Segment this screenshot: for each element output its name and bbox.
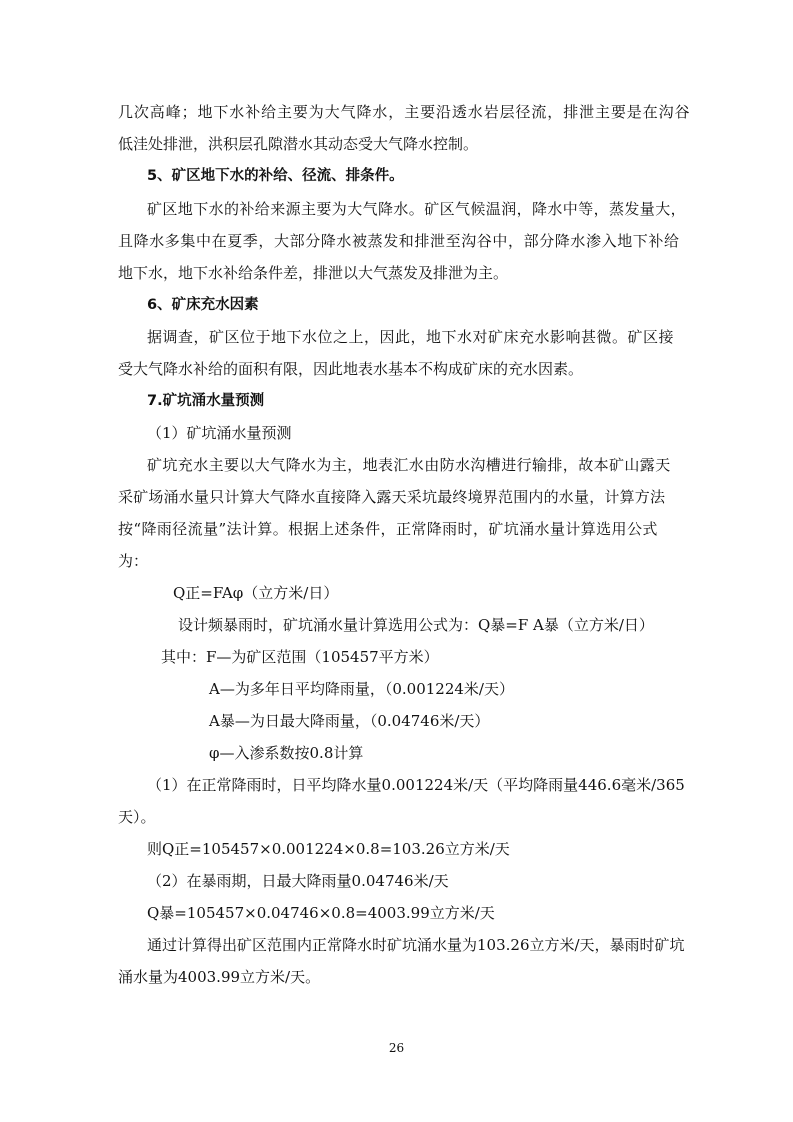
subsection-heading: （1）矿坑涌水量预测	[147, 424, 292, 442]
body-text-line: 据调查，矿区位于地下水位之上，因此，地下水对矿床充水影响甚微。矿区接	[147, 328, 675, 346]
definition-line: A—为多年日平均降雨量，（0.001224米/天）	[209, 680, 514, 698]
formula-line: Q正=FAφ（立方米/日）	[173, 584, 339, 602]
body-text-line: （1）在正常降雨时，日平均降水量0.001224米/天（平均降雨量446.6毫米/365	[147, 776, 685, 794]
body-text-line: 矿坑充水主要以大气降水为主，地表汇水由防水沟槽进行输排，故本矿山露天	[147, 456, 671, 474]
body-text-line: 按“降雨径流量”法计算。根据上述条件，正常降雨时，矿坑涌水量计算选用公式	[118, 520, 658, 538]
body-text-line: 采矿场涌水量只计算大气降水直接降入露天采坑最终境界范围内的水量，计算方法	[118, 488, 666, 506]
body-text-line: 涌水量为4003.99立方米/天。	[118, 968, 321, 986]
definition-line: 其中：F—为矿区范围（105457平方米）	[161, 648, 439, 666]
body-text-line: 矿区地下水的补给来源主要为大气降水。矿区气候温润，降水中等，蒸发量大，	[147, 200, 687, 218]
section-heading: 7.矿坑涌水量预测	[147, 393, 265, 409]
definition-line: φ—入渗系数按0.8计算	[209, 744, 364, 762]
section-heading: 5、矿区地下水的补给、径流、排条件。	[147, 168, 404, 184]
body-text-line: 为：	[118, 552, 149, 570]
calculation-line: Q暴=105457×0.04746×0.8=4003.99立方米/天	[147, 904, 495, 922]
section-heading: 6、矿床充水因素	[147, 297, 259, 313]
body-text-line: 天）。	[118, 808, 156, 826]
page-number: 26	[388, 1041, 405, 1055]
body-text-line: 受大气降水补给的面积有限，因此地表水基本不构成矿床的充水因素。	[118, 360, 584, 378]
definition-line: A暴—为日最大降雨量，（0.04746米/天）	[209, 712, 490, 730]
body-text-line: 通过计算得出矿区范围内正常降水时矿坑涌水量为103.26立方米/天，暴雨时矿坑	[147, 936, 685, 954]
calculation-line: 则Q正=105457×0.001224×0.8=103.26立方米/天	[147, 840, 510, 858]
calculation-line: （2）在暴雨期，日最大降雨量0.04746米/天	[147, 872, 449, 890]
body-text-line: 几次高峰；地下水补给主要为大气降水，主要沿透水岩层径流，排泄主要是在沟谷	[118, 103, 691, 121]
formula-line: 设计频暴雨时，矿坑涌水量计算选用公式为：Q暴=F A暴（立方米/日）	[178, 616, 654, 634]
body-text-line: 地下水，地下水补给条件差，排泄以大气蒸发及排泄为主。	[118, 264, 509, 282]
body-text-line: 低洼处排泄，洪积层孔隙潜水其动态受大气降水控制。	[118, 135, 479, 153]
body-text-line: 且降水多集中在夏季，大部分降水被蒸发和排泄至沟谷中，部分降水渗入地下补给	[118, 232, 680, 250]
